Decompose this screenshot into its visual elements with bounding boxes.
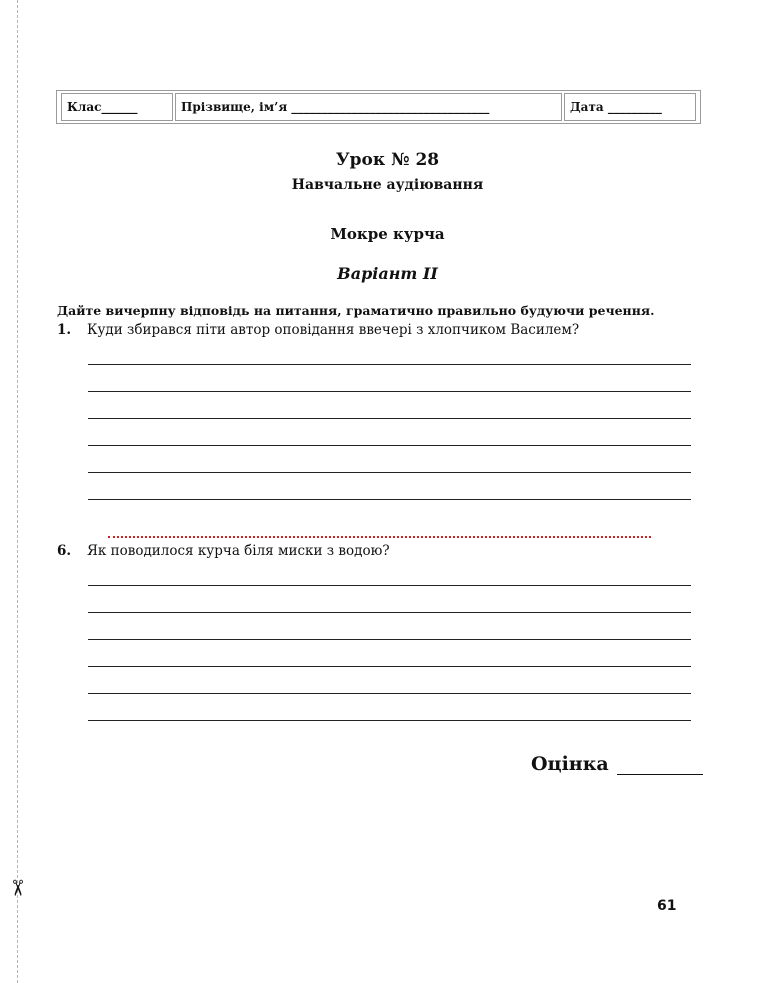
question-number: 6. (57, 543, 72, 559)
lesson-subtitle: Навчальне аудіювання (291, 177, 484, 193)
answer-line[interactable] (88, 639, 691, 640)
student-info-table (56, 90, 701, 124)
grade-label: Оцінка (531, 753, 609, 775)
answer-line[interactable] (88, 364, 691, 365)
question-number: 1. (57, 322, 72, 338)
cut-line (17, 0, 18, 983)
variant-label: Варіант II (337, 264, 438, 283)
name-field[interactable]: Прізвище, ім’я _________________________________ (175, 93, 562, 121)
answer-line[interactable] (88, 418, 691, 419)
section-divider (108, 536, 651, 538)
lesson-title: Урок № 28 (335, 150, 440, 170)
answer-line[interactable] (88, 585, 691, 586)
answer-line[interactable] (88, 391, 691, 392)
answer-line[interactable] (88, 445, 691, 446)
answer-line[interactable] (88, 693, 691, 694)
scissors-icon: ✂ (4, 878, 30, 898)
question-text: Куди збирався піти автор оповідання ввечері з хлопчиком Василем? (87, 322, 580, 338)
question-text: Як поводилося курча біля миски з водою? (87, 543, 390, 559)
grade-field[interactable] (617, 756, 703, 775)
answer-line[interactable] (88, 499, 691, 500)
question-1 (57, 322, 579, 338)
instruction-text: Дайте вичерпну відповідь на питання, граматично правильно будуючи речення. (57, 303, 655, 318)
answer-line[interactable] (88, 472, 691, 473)
date-field[interactable]: Дата _________ (564, 93, 696, 121)
page-number: 61 (657, 898, 677, 914)
answer-line[interactable] (88, 612, 691, 613)
story-title: Мокре курча (330, 225, 445, 243)
question-6 (57, 543, 390, 559)
grade-block (531, 753, 703, 775)
answer-line[interactable] (88, 720, 691, 721)
answer-line[interactable] (88, 666, 691, 667)
class-field[interactable]: Клас______ (61, 93, 173, 121)
